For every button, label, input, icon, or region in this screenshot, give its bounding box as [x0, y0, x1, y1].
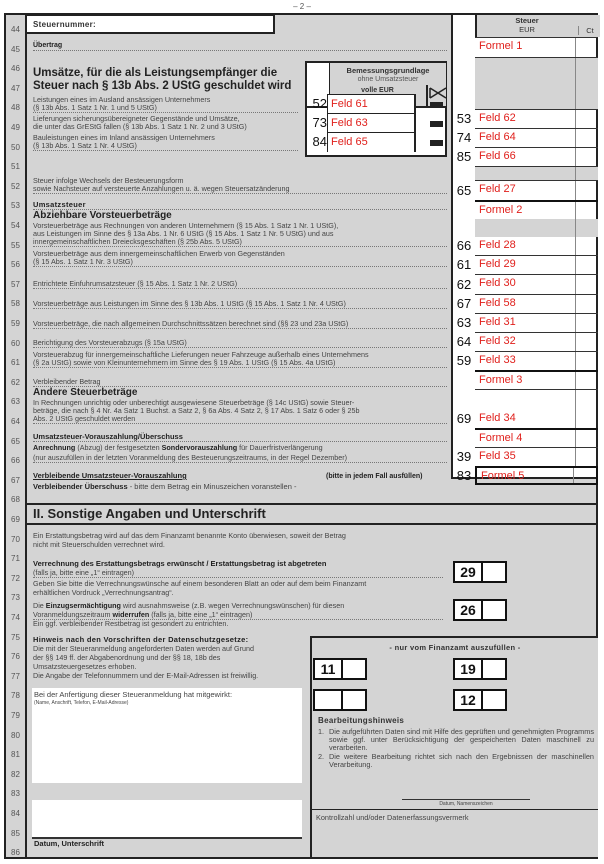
kz19-box[interactable] [453, 658, 507, 680]
cent-field [575, 167, 598, 180]
steuer-spacer [475, 219, 598, 237]
row52-text-a: Steuer infolge Wechsels der Besteuerungsform [33, 176, 184, 185]
finanzamt-heading: - nur vom Finanzamt auszufüllen - [389, 643, 521, 652]
steuer-amount-field[interactable]: Feld 30 [475, 274, 598, 294]
line-number: 78 [11, 691, 20, 701]
steuer-amount-field[interactable]: Feld 35 [475, 447, 598, 466]
kz11-box[interactable] [313, 658, 367, 680]
kz26-label: 26 [455, 601, 483, 619]
row74-text-b: Voranmeldungszeitraum widerrufen (falls ja, bitte eine „1“ eintragen) [33, 611, 443, 620]
base-amount-field[interactable]: Feld 65 [327, 132, 416, 152]
row57-text: Entrichtete Einfuhrumsatzsteuer (§ 15 Abs. 1 Satz 1 Nr. 2 UStG) [33, 280, 447, 289]
line-number: 74 [11, 613, 20, 622]
steuer-amount-field[interactable]: Formel 3 [475, 370, 598, 389]
row61-text-a: Vorsteuerabzug für innergemeinschaftliche Lieferungen neuer Fahrzeuge außerhalb eines Unternehmens [33, 350, 369, 359]
kennzahl-label: 83 [456, 468, 472, 483]
line-number: 64 [11, 417, 20, 426]
kennzahl-label: 63 [456, 315, 472, 330]
line-number: 81 [11, 750, 20, 760]
line-number: 72 [11, 573, 20, 583]
row66-text-b: (nur auszufüllen in der letzten Voranmeldung des Besteuerungszeitraums, in der Regel Dezember) [33, 454, 447, 463]
steuer-amount-field[interactable]: Feld 29 [475, 255, 598, 274]
row62-text: Verbleibender Betrag [33, 378, 447, 387]
heading-13b-line2: Steuer nach § 13b Abs. 2 UStG geschuldet wird [33, 80, 292, 92]
kz26-box[interactable] [453, 599, 507, 621]
steuer-amount-field[interactable]: Feld 33 [475, 351, 598, 370]
section2-header [27, 503, 596, 525]
line-number: 71 [11, 554, 20, 564]
kz19-label: 19 [455, 660, 483, 678]
cent-field[interactable] [575, 256, 598, 274]
kennzahl-label: 69 [456, 411, 472, 426]
kz12-box[interactable] [453, 689, 507, 711]
line-number-column [6, 15, 27, 857]
kennzahl-label: 59 [456, 353, 472, 368]
line-number: 58 [11, 299, 20, 309]
kennzahl-label: 62 [456, 277, 472, 292]
steuer-amount-field[interactable]: Feld 32 [475, 332, 598, 351]
line-number: 48 [11, 103, 20, 113]
uebertrag-label: Übertrag [33, 42, 447, 51]
cent-field[interactable] [575, 314, 598, 332]
andere-heading: Andere Steuerbeträge [33, 387, 138, 398]
finanzamt-box [310, 636, 598, 859]
line-number: 77 [11, 671, 20, 681]
steuer-amount-field[interactable]: Formel 4 [475, 428, 598, 447]
kennzahl-label: 67 [456, 296, 472, 311]
line-number: 46 [11, 64, 20, 74]
kennzahl-label: 85 [456, 149, 472, 164]
line-number: 85 [11, 828, 20, 838]
kennzahl-label: 66 [456, 238, 472, 253]
unterschrift-field[interactable] [32, 800, 302, 839]
line-number: 56 [11, 260, 20, 270]
steuer-amount-field[interactable]: Feld 66 [475, 147, 598, 166]
row66-text-a: Anrechnung (Abzug) der festgesetzten Sondervorauszahlung für Dauerfristverlängerung [33, 443, 323, 452]
datum-namenszeichen-label: Datum, Namenszeichen [439, 801, 493, 807]
row54-text-b: aus Leistungen im Sinne des § 13a Abs. 1 Nr. 6 UStG (§ 15 Abs. 1 Satz 1 Nr. 5 UStG) und aus [33, 229, 334, 238]
line-number: 52 [11, 181, 20, 191]
datenschutz-line1: Die mit der Steueranmeldung angeforderten Daten werden auf Grund [33, 644, 254, 653]
kz11-input[interactable] [343, 660, 365, 678]
line-number: 75 [11, 632, 20, 642]
steuer-title: Steuer [515, 16, 539, 25]
row50-text-a: Bauleistungen eines im Inland ansässigen Unternehmers [33, 133, 215, 142]
cent-field[interactable] [573, 468, 596, 483]
row73-text: erhältlichen Vordruck „Verrechnungsantrag“. [33, 588, 174, 597]
kennzahl-label: 65 [456, 183, 472, 198]
row67-text: Verbleibende Umsatzsteuer-Vorauszahlung [33, 471, 187, 480]
kz-blank-label [315, 691, 343, 709]
steuer-amount-field[interactable]: Feld 64 [475, 128, 598, 147]
kennzahl-label: 74 [456, 130, 472, 145]
line-number: 45 [11, 44, 20, 54]
cent-field [575, 219, 598, 237]
line-number: 70 [11, 534, 20, 544]
kontrollzahl-label: Kontrollzahl und/oder Datenerfassungsvermerk [316, 813, 469, 822]
line-number: 51 [11, 162, 20, 172]
row63-text-b: beträge, die nach § 4 Nr. 4a Satz 1 Buchst. a Satz 2, § 6a Abs. 4 Satz 2, § 17 Abs. 1 Satz 6 oder § 25b [33, 406, 360, 415]
kz19-input[interactable] [483, 660, 505, 678]
kz12-input[interactable] [483, 691, 505, 709]
line-number: 83 [11, 789, 20, 799]
kz12-label: 12 [455, 691, 483, 709]
row61-text-b: (§ 2a UStG) sowie von Kleinunternehmern im Sinne des § 19 Abs. 1 UStG (§ 15 Abs. 4a UStG) [33, 359, 447, 368]
steuer-amount-field[interactable]: Feld 62 [475, 109, 598, 128]
line-number: 63 [11, 397, 20, 407]
cent-field[interactable] [575, 237, 598, 255]
cent-field[interactable] [575, 202, 598, 219]
row54-text-c: innergemeinschaftlichen Dreiecksgeschäften (§ 25b Abs. 5 UStG) [33, 238, 447, 247]
kz29-box[interactable] [453, 561, 507, 583]
cent-field[interactable] [575, 295, 598, 313]
kz29-input[interactable] [483, 563, 505, 581]
row67b-text: Verbleibender Überschuss - bitte dem Betrag ein Minuszeichen voranstellen - [33, 482, 297, 491]
bemessung-unit: volle EUR [361, 87, 394, 94]
row65-text: Umsatzsteuer-Vorauszahlung/Überschuss [33, 433, 447, 442]
base-amount-field[interactable]: Feld 61 [327, 94, 416, 114]
row49-text-b: die unter das GrEStG fallen (§ 13b Abs. 1 Satz 1 Nr. 2 und 3 UStG) [33, 122, 247, 131]
steuernummer-label: Steuernummer: [33, 20, 97, 29]
steuernummer-field[interactable] [27, 14, 275, 34]
line-number: 86 [11, 848, 20, 858]
vorsteuer-heading: Abziehbare Vorsteuerbeträge [33, 210, 172, 221]
line-number: 61 [11, 358, 20, 368]
mitgewirkt-sublabel: (Name, Anschrift, Telefon, E-Mail-Adresse) [34, 700, 129, 706]
ct-label: Ct [578, 26, 601, 35]
row60-text: Berichtigung des Vorsteuerabzugs (§ 15a UStG) [33, 339, 447, 348]
umsatzsteuer-label: Umsatzsteuer [33, 201, 447, 210]
row54-text-a: Vorsteuerbeträge aus Rechnungen von anderen Unternehmern (§ 15 Abs. 1 Satz 1 Nr. 1 UStG), [33, 221, 339, 230]
kennzahl-label: 64 [456, 334, 472, 349]
kz-base-label: 73 [312, 115, 327, 130]
base-amount-field[interactable]: Feld 63 [327, 113, 416, 133]
cent-field[interactable] [575, 430, 598, 447]
line-number: 55 [11, 240, 20, 250]
row72-text: (falls ja, bitte eine „1“ eintragen) [33, 569, 443, 578]
cent-field[interactable] [575, 38, 598, 57]
mitgewirkt-field[interactable] [32, 688, 302, 783]
row48-text-b: (§ 13b Abs. 1 Satz 1 Nr. 1 und 5 UStG) [33, 104, 298, 113]
bearbeitung-item-2: 2. Die weitere Bearbeitung richtet sich nach den Ergebnissen der maschinellen Verarbeitung. [318, 752, 594, 769]
line-number: 67 [11, 475, 20, 485]
row56-text-b: (§ 15 Abs. 1 Satz 1 Nr. 3 UStG) [33, 258, 447, 267]
page-number: – 2 – [293, 2, 311, 11]
steuer-spacer [475, 57, 598, 109]
line-number: 53 [11, 201, 20, 211]
datenschutz-line3: Umsatzsteuergesetzes erhoben. [33, 662, 137, 671]
row56-text-a: Vorsteuerbeträge aus dem innergemeinschaftlichen Erwerb von Gegenständen [33, 249, 285, 258]
line-number: 44 [11, 25, 20, 34]
line-number: 60 [11, 338, 20, 348]
cent-field[interactable] [575, 148, 598, 166]
minus-icon [430, 102, 443, 108]
row63-text-a: In Rechnungen unrichtig oder unberechtigt ausgewiesene Steuerbeträge (§ 14c UStG) sowie Steuer- [33, 398, 355, 407]
bearbeitung-item-1: 1. Die aufgeführten Daten sind mit Hilfe des geprüften und genehmigten Programms sowie ggf. unter Berücksichtigung der gespeicherten Daten maschinell zu verarbeiten. [318, 727, 594, 752]
line-number: 76 [11, 652, 20, 662]
line-number: 57 [11, 279, 20, 289]
steuer-amount-field[interactable]: Formel 2 [475, 200, 598, 219]
mitgewirkt-label: Bei der Anfertigung dieser Steueranmeldung hat mitgewirkt: [34, 690, 233, 699]
row49-text-a: Lieferungen sicherungsübereigneter Gegenstände und Umsätze, [33, 114, 240, 123]
kz11-label: 11 [315, 660, 343, 678]
kz-blank-input[interactable] [343, 691, 365, 709]
kennzahl-label: 39 [456, 449, 472, 464]
steuer-amount-field[interactable]: Formel 5 [475, 466, 598, 485]
row58-text: Vorsteuerbeträge aus Leistungen im Sinne des § 13b Abs. 1 UStG (§ 15 Abs. 1 Satz 1 Nr. 4 UStG) [33, 300, 447, 309]
row48-text-a: Leistungen eines im Ausland ansässigen Unternehmers [33, 95, 211, 104]
kz-base-label: 52 [312, 96, 327, 111]
kz26-input[interactable] [483, 601, 505, 619]
row74c-text: Ein ggf. verbleibender Restbetrag ist gesondert zu entrichten. [33, 619, 229, 628]
line-number: 65 [11, 436, 20, 446]
row59-text: Vorsteuerbeträge, die nach allgemeinen Durchschnittssätzen berechnet sind (§§ 23 und 23a UStG) [33, 320, 447, 329]
row71-text: Verrechnung des Erstattungsbetrags erwünscht / Erstattungsbetrag ist abgetreten [33, 559, 327, 568]
cent-field[interactable] [575, 181, 598, 200]
line-number: 68 [11, 495, 20, 505]
line-number: 50 [11, 142, 20, 152]
signature-line [402, 799, 530, 800]
steuer-amount-field[interactable]: Formel 1 [475, 37, 598, 57]
row74-text-a: Die Einzugsermächtigung wird ausnahmsweise (z.B. wegen Verrechnungswünschen) für diesen [33, 601, 345, 610]
steuer-amount-field[interactable]: Feld 27 [475, 180, 598, 200]
line-number: 62 [11, 377, 20, 387]
cent-field[interactable] [575, 275, 598, 294]
kennzahl-label: 53 [456, 111, 472, 126]
datenschutz-line2: der §§ 149 ff. der Abgabenordnung und der §§ 18, 18b des [33, 653, 221, 662]
line-number: 66 [11, 456, 20, 466]
kz-base-label: 84 [312, 134, 327, 149]
datenschutz-heading: Hinweis nach den Vorschriften der Datenschutzgesetze: [33, 635, 249, 644]
row67-note: (bitte in jedem Fall ausfüllen) [326, 473, 423, 480]
cent-field[interactable] [575, 333, 598, 351]
row72b-text: Geben Sie bitte die Verrechnungswünsche auf einem besonderen Blatt an oder auf dem beim Finanzamt [33, 579, 367, 588]
row70-text-a: Ein Erstattungsbetrag wird auf das dem Finanzamt benannte Konto überwiesen, soweit der Betrag [33, 531, 346, 540]
datum-unterschrift-label: Datum, Unterschrift [34, 839, 105, 848]
steuer-header [475, 15, 600, 37]
line-number: 49 [11, 123, 20, 132]
heading-13b-line1: Umsätze, für die als Leistungsempfänger die [33, 67, 278, 79]
steuer-column [451, 13, 598, 483]
datenschutz-line4: Die Angabe der Telefonnummern und der E-Mail-Adressen ist freiwillig. [33, 671, 259, 680]
cent-field[interactable] [575, 372, 598, 389]
steuer-amount-field[interactable]: Feld 58 [475, 294, 598, 313]
minus-icon [430, 121, 443, 127]
row70-text-b: nicht mit Steuerschulden verrechnet wird. [33, 540, 165, 549]
steuer-spacer [475, 166, 598, 180]
steuer-amount-field[interactable]: Feld 31 [475, 313, 598, 332]
kz29-label: 29 [455, 563, 483, 581]
cent-field[interactable] [575, 129, 598, 147]
cent-field[interactable] [575, 390, 598, 428]
row52-text-b: sowie Nachsteuer auf versteuerte Anzahlungen u. ä. wegen Steuersatzänderung [33, 185, 447, 194]
line-number: 84 [11, 809, 20, 818]
cent-field[interactable] [575, 110, 598, 128]
line-number: 73 [11, 593, 20, 603]
kz-blank-box[interactable] [313, 689, 367, 711]
bemessung-subtitle: ohne Umsatzsteuer [357, 76, 419, 83]
cent-field[interactable] [575, 448, 598, 466]
cent-field[interactable] [575, 352, 598, 370]
minus-icon [430, 140, 443, 146]
line-number: 82 [11, 769, 20, 779]
steuer-amount-field[interactable]: Feld 28 [475, 237, 598, 255]
steuer-amount-field[interactable]: Feld 34 [475, 389, 598, 428]
row63-text-c: Abs. 2 UStG geschuldet werden [33, 415, 447, 424]
line-number: 80 [11, 730, 20, 740]
line-number: 69 [11, 515, 20, 524]
cent-field [575, 58, 598, 109]
row50-text-b: (§ 13b Abs. 1 Satz 1 Nr. 4 UStG) [33, 142, 298, 151]
line-number: 59 [11, 319, 20, 328]
line-number: 79 [11, 711, 20, 720]
eur-label: EUR [519, 25, 535, 34]
kennzahl-label: 61 [456, 257, 472, 272]
bemessung-title: Bemessungsgrundlage [346, 66, 430, 75]
bearbeitung-heading: Bearbeitungshinweis [318, 716, 405, 725]
line-number: 54 [11, 221, 20, 230]
line-number: 47 [11, 83, 20, 93]
section2-title: II. Sonstige Angaben und Unterschrift [33, 506, 266, 521]
